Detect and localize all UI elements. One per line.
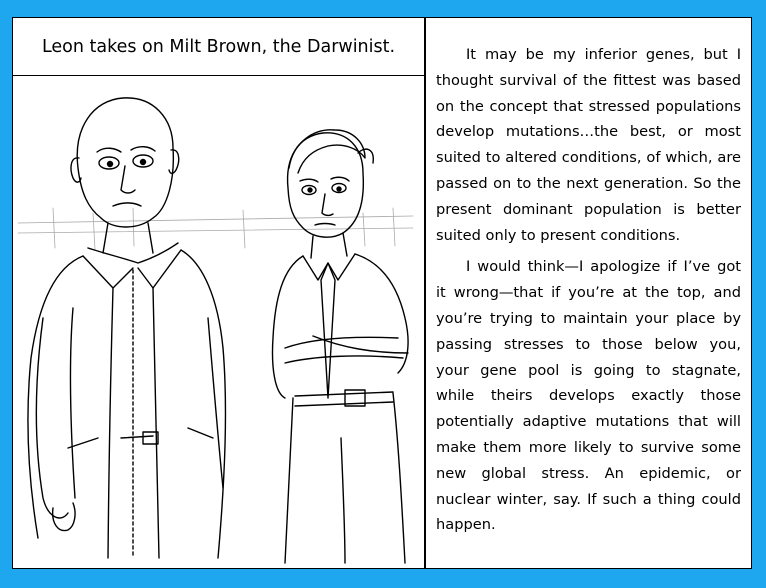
caption-box [12, 17, 425, 76]
bald-man-icon [28, 98, 226, 558]
young-man-icon [273, 130, 409, 563]
background-sketch-icon [18, 208, 413, 250]
comic-drawing [13, 18, 425, 569]
illustration-panel [12, 17, 425, 569]
dialogue-panel [425, 17, 752, 569]
dialogue-paragraph-1: It may be my inferior genes, but I thought survival of the fittest was based on the concept that stressed populations develop mutations…the best, or most suited to altered conditions, of which, are passed on to the next generation. So the present dominant population is better suited only to present conditions. [436, 46, 741, 244]
caption-text: Leon takes on Milt Brown, the Darwinist. [41, 36, 396, 57]
dialogue-paragraph-2: I would think—I apologize if I’ve got it wrong—that if you’re at the top, and you’re trying to maintain your place by passing stresses to those below you, your gene pool is going to stagnate, while theirs develops exactly those potentially adaptive mutations that will make them more likely to survive some new global stress. An epidemic, or nuclear winter, say. If such a thing could happen. [436, 258, 741, 534]
